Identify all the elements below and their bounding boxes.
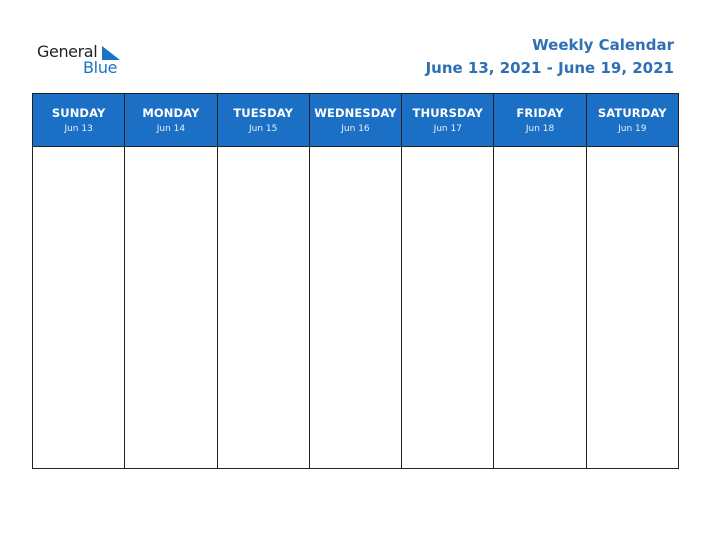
day-name: FRIDAY: [516, 106, 564, 120]
calendar-date-range: June 13, 2021 - June 19, 2021: [425, 59, 674, 77]
day-cell[interactable]: [125, 147, 216, 468]
calendar-title: Weekly Calendar: [532, 36, 674, 54]
day-header: [218, 94, 309, 147]
day-header: [125, 94, 216, 147]
day-column-wednesday: [309, 94, 401, 468]
day-name: WEDNESDAY: [314, 106, 397, 120]
day-header: [33, 94, 124, 147]
day-date: Jun 13: [64, 124, 93, 134]
day-name: SATURDAY: [597, 106, 667, 120]
day-column-monday: [124, 94, 216, 468]
day-column-thursday: [401, 94, 493, 468]
logo-word-blue: Blue: [83, 58, 118, 77]
day-column-tuesday: [217, 94, 309, 468]
day-date: Jun 16: [341, 124, 370, 134]
day-name: THURSDAY: [412, 106, 483, 120]
day-name: TUESDAY: [233, 106, 294, 120]
day-name: MONDAY: [142, 106, 200, 120]
generalblue-logo: [37, 42, 127, 78]
day-header: [310, 94, 401, 147]
day-header: [587, 94, 678, 147]
day-column-saturday: [586, 94, 678, 468]
day-date: Jun 19: [618, 124, 647, 134]
day-column-friday: [493, 94, 585, 468]
day-date: Jun 18: [525, 124, 555, 134]
day-header: [494, 94, 585, 147]
day-date: Jun 17: [433, 124, 462, 134]
day-cell[interactable]: [587, 147, 678, 468]
day-cell[interactable]: [402, 147, 493, 468]
day-cell[interactable]: [310, 147, 401, 468]
weekly-calendar-grid: [32, 93, 679, 469]
day-date: Jun 15: [249, 124, 278, 134]
calendar-header: [426, 35, 674, 79]
day-column-sunday: [33, 94, 124, 468]
day-date: Jun 14: [156, 124, 186, 134]
day-cell[interactable]: [218, 147, 309, 468]
day-name: SUNDAY: [51, 106, 106, 120]
logo-word-general: General: [37, 42, 98, 61]
day-cell[interactable]: [33, 147, 124, 468]
day-header: [402, 94, 493, 147]
day-cell[interactable]: [494, 147, 585, 468]
